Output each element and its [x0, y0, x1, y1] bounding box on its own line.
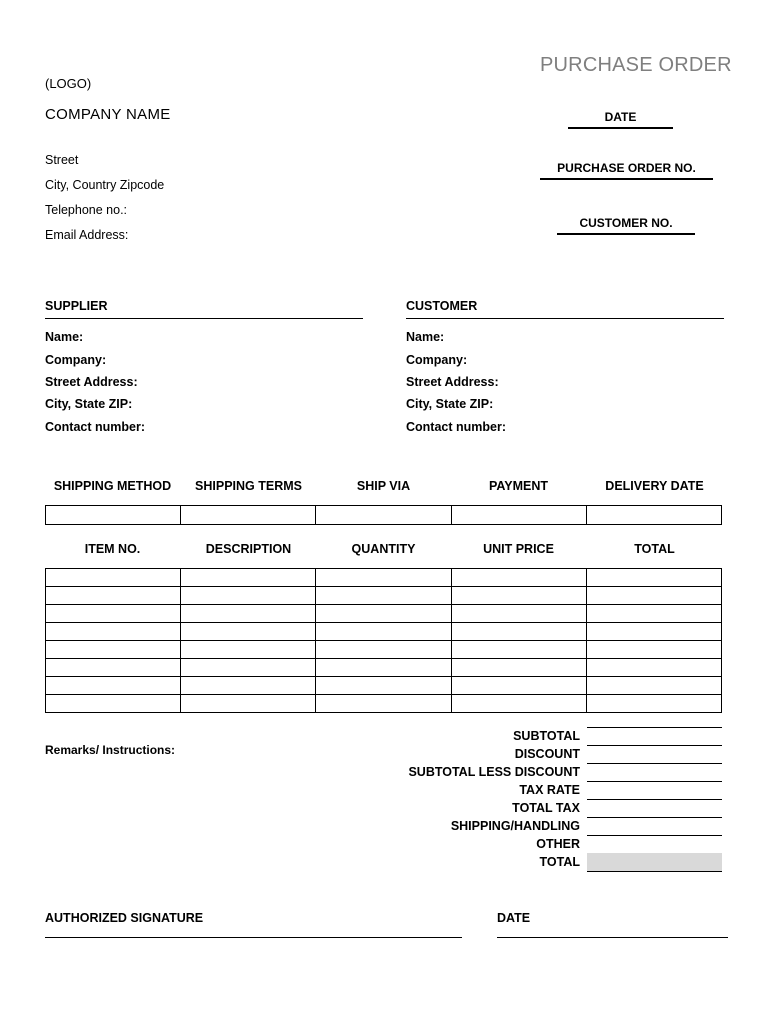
shipping-handling-label: SHIPPING/HANDLING [450, 819, 580, 833]
total-cell[interactable] [586, 605, 721, 623]
unit-price-cell[interactable] [451, 677, 586, 695]
quantity-header: QUANTITY [351, 542, 416, 556]
total-cell[interactable] [586, 695, 721, 713]
remarks-label: Remarks/ Instructions: [45, 743, 176, 757]
tax-rate-label: TAX RATE [519, 783, 580, 797]
items-table [45, 568, 722, 713]
date-field[interactable] [568, 110, 673, 129]
total-header: TOTAL [634, 542, 675, 556]
ship-via-cell[interactable] [316, 506, 451, 525]
total-cell[interactable] [586, 587, 721, 605]
total-cell[interactable] [586, 659, 721, 677]
discount-field[interactable] [587, 746, 722, 764]
total-cell[interactable] [586, 641, 721, 659]
po-number-label: PURCHASE ORDER NO. [557, 161, 696, 175]
item-no-cell[interactable] [46, 695, 181, 713]
tax-rate-field[interactable] [587, 782, 722, 800]
item-row [46, 587, 722, 605]
unit-price-cell[interactable] [451, 587, 586, 605]
company-email: Email Address: [45, 228, 129, 242]
discount-label: DISCOUNT [514, 747, 580, 761]
payment-cell[interactable] [451, 506, 586, 525]
subtotal-less-discount-label: SUBTOTAL LESS DISCOUNT [408, 765, 580, 779]
item-no-cell[interactable] [46, 605, 181, 623]
total-tax-field[interactable] [587, 800, 722, 818]
company-city: City, Country Zipcode [45, 178, 165, 192]
item-no-cell[interactable] [46, 641, 181, 659]
shipping-method-header: SHIPPING METHOD [53, 479, 172, 493]
item-row [46, 605, 722, 623]
unit-price-cell[interactable] [451, 641, 586, 659]
unit-price-header: UNIT PRICE [483, 542, 554, 556]
logo-placeholder: (LOGO) [45, 76, 92, 91]
customer-number-field[interactable] [557, 216, 695, 235]
item-no-header: ITEM NO. [84, 542, 141, 556]
customer-divider [406, 318, 724, 319]
item-no-cell[interactable] [46, 587, 181, 605]
supplier-divider [45, 318, 363, 319]
customer-street-label: Street Address: [406, 375, 499, 389]
item-no-cell[interactable] [46, 659, 181, 677]
description-cell[interactable] [181, 623, 316, 641]
item-row [46, 569, 722, 587]
supplier-city-label: City, State ZIP: [45, 397, 133, 411]
payment-header: PAYMENT [488, 479, 549, 493]
unit-price-cell[interactable] [451, 659, 586, 677]
item-no-cell[interactable] [46, 569, 181, 587]
shipping-terms-header: SHIPPING TERMS [195, 479, 302, 493]
description-cell[interactable] [181, 695, 316, 713]
item-row [46, 695, 722, 713]
description-cell[interactable] [181, 587, 316, 605]
subtotal-less-discount-field[interactable] [587, 764, 722, 782]
customer-company-label: Company: [406, 353, 468, 367]
description-cell[interactable] [181, 641, 316, 659]
date-label: DATE [604, 110, 637, 124]
unit-price-cell[interactable] [451, 569, 586, 587]
unit-price-cell[interactable] [451, 605, 586, 623]
ship-via-header: SHIP VIA [356, 479, 411, 493]
document-title: PURCHASE ORDER [540, 54, 732, 76]
quantity-cell[interactable] [316, 677, 451, 695]
description-cell[interactable] [181, 677, 316, 695]
other-label: OTHER [536, 837, 580, 851]
quantity-cell[interactable] [316, 605, 451, 623]
total-tax-label: TOTAL TAX [512, 801, 580, 815]
item-row [46, 641, 722, 659]
authorized-signature-label: AUTHORIZED SIGNATURE [45, 911, 204, 925]
company-street: Street [45, 153, 79, 167]
shipping-terms-cell[interactable] [181, 506, 316, 525]
grand-total-label: TOTAL [539, 855, 580, 869]
unit-price-cell[interactable] [451, 695, 586, 713]
supplier-name-label: Name: [45, 330, 84, 344]
quantity-cell[interactable] [316, 569, 451, 587]
unit-price-cell[interactable] [451, 623, 586, 641]
total-cell[interactable] [586, 569, 721, 587]
supplier-company-label: Company: [45, 353, 107, 367]
company-telephone: Telephone no.: [45, 203, 128, 217]
supplier-street-label: Street Address: [45, 375, 138, 389]
company-name: COMPANY NAME [45, 106, 171, 123]
authorized-signature-line[interactable] [45, 937, 462, 938]
quantity-cell[interactable] [316, 641, 451, 659]
customer-city-label: City, State ZIP: [406, 397, 494, 411]
signature-date-label: DATE [497, 911, 531, 925]
shipping-row [46, 506, 722, 525]
customer-name-label: Name: [406, 330, 445, 344]
quantity-cell[interactable] [316, 587, 451, 605]
subtotal-label: SUBTOTAL [513, 729, 580, 743]
customer-number-label: CUSTOMER NO. [579, 216, 673, 230]
delivery-date-cell[interactable] [586, 506, 721, 525]
quantity-cell[interactable] [316, 695, 451, 713]
shipping-method-cell[interactable] [46, 506, 181, 525]
subtotal-field[interactable] [587, 728, 722, 746]
customer-heading: CUSTOMER [406, 299, 478, 313]
total-cell[interactable] [586, 677, 721, 695]
description-cell[interactable] [181, 605, 316, 623]
shipping-handling-field[interactable] [587, 818, 722, 836]
delivery-date-header: DELIVERY DATE [605, 479, 704, 493]
item-row [46, 623, 722, 641]
item-row [46, 677, 722, 695]
quantity-cell[interactable] [316, 623, 451, 641]
quantity-cell[interactable] [316, 659, 451, 677]
total-cell[interactable] [586, 623, 721, 641]
shipping-table [45, 505, 722, 525]
item-no-cell[interactable] [46, 677, 181, 695]
other-field[interactable] [587, 836, 722, 854]
supplier-heading: SUPPLIER [45, 299, 108, 313]
grand-total-field[interactable] [587, 853, 722, 872]
signature-date-line[interactable] [497, 937, 728, 938]
description-cell[interactable] [181, 659, 316, 677]
po-number-field[interactable] [540, 161, 713, 180]
description-cell[interactable] [181, 569, 316, 587]
description-header: DESCRIPTION [205, 542, 292, 556]
supplier-contact-label: Contact number: [45, 420, 145, 434]
item-no-cell[interactable] [46, 623, 181, 641]
customer-contact-label: Contact number: [406, 420, 506, 434]
item-row [46, 659, 722, 677]
